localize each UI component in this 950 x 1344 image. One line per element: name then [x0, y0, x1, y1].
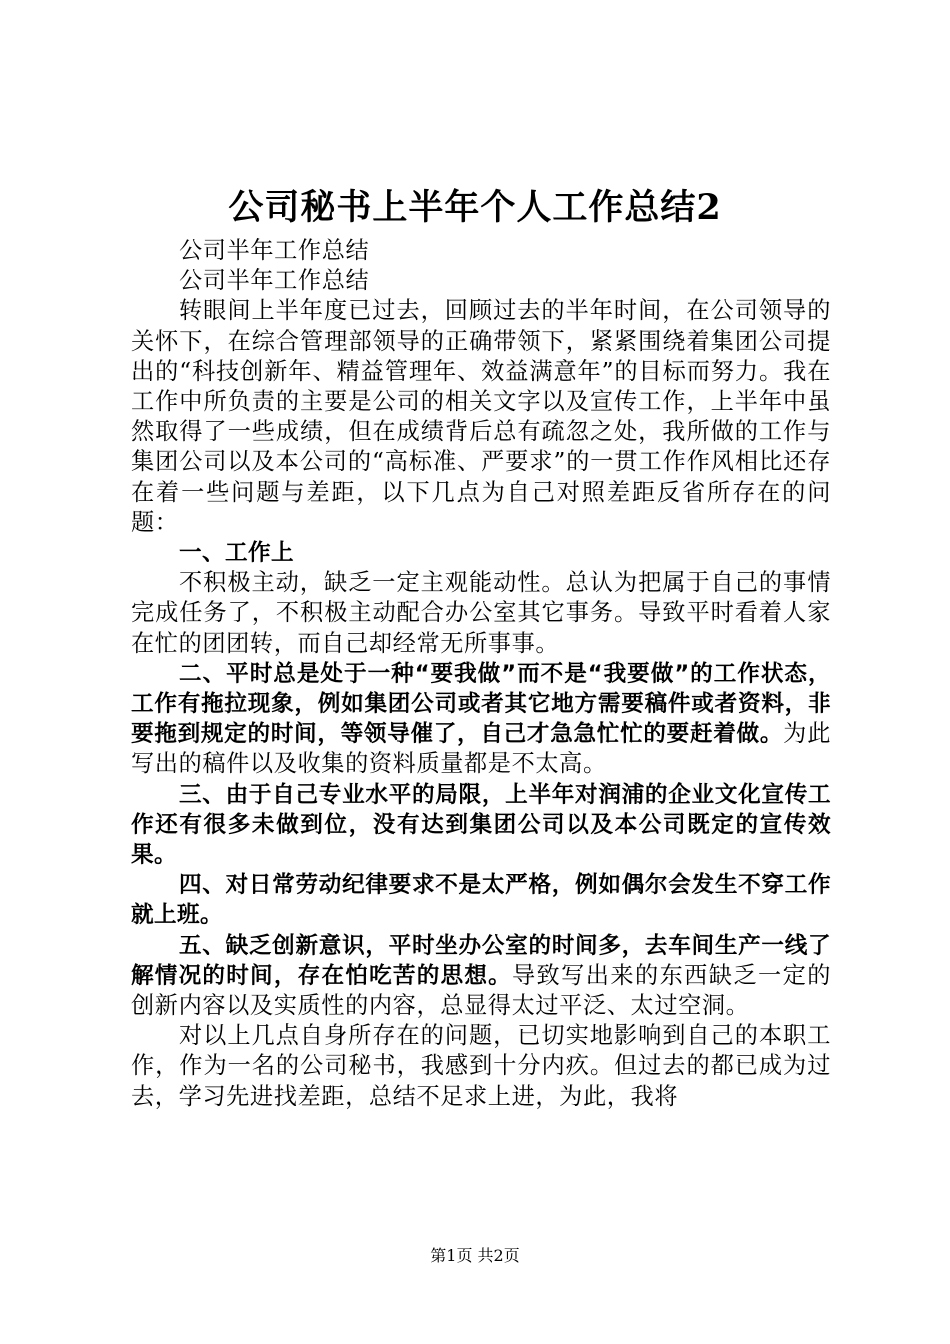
paragraph-4: 四、对日常劳动纪律要求不是太严格，例如偶尔会发生不穿工作就上班。 [131, 872, 831, 929]
paragraph-3: 三、由于自己专业水平的局限，上半年对润浦的企业文化宣传工作还有很多未做到位，没有达到集团公司以及本公司既定的宣传效果。 [131, 781, 831, 869]
section-heading: 一、工作上 [179, 540, 294, 567]
page-footer: 第1页 共2页 [430, 1246, 520, 1265]
subtitle-line: 公司半年工作总结 [179, 237, 370, 264]
subtitle-line: 公司半年工作总结 [179, 267, 370, 295]
document-body [131, 236, 831, 1112]
paragraph-6: 对以上几点自身所存在的问题，已切实地影响到自己的本职工作，作为一名的公司秘书，我感到十分内疚。但过去的都已成为过去，学习先进找差距，总结不足求上进，为此，我将 [131, 1022, 831, 1110]
paragraph-2 [131, 659, 831, 780]
paragraph-5-bold: 五、缺乏创新意识，平时坐办公室的时间多，去车间生产一线了解情况的时间，存在怕吃苦的思想。 [131, 932, 831, 989]
paragraph-5 [131, 931, 831, 1022]
paragraph-2-bold: 二、平时总是处于一种“要我做”而不是“我要做”的工作状态，工作有拖拉现象，例如集团公司或者其它地方需要稿件或者资料，非要拖到规定的时间，等领导催了，自己才急急忙忙的要赶着做。 [131, 660, 831, 748]
paragraph-5-rest: 导致写出来的东西缺乏一定的创新内容以及实质性的内容，总显得太过平泛、太过空洞。 [131, 961, 831, 1020]
paragraph-intro: 转眼间上半年度已过去，回顾过去的半年时间，在公司领导的关怀下，在综合管理部领导的正确带领下，紧紧围绕着集团公司提出的“科技创新年、精益管理年、效益满意年”的目标而努力。我在工作中所负责的主要是公司的相关文字以及宣传工作，上半年中虽然取得了一些成绩，但在成绩背后总有疏忽之处，我所做的工作与集团公司以及本公司的“高标准、严要求”的一贯工作作风相比还存在着一些问题与差距，以下几点为自己对照差距反省所存在的问题： [131, 297, 831, 536]
paragraph-2-rest: 为此写出的稿件以及收集的资料质量都是不太高。 [131, 720, 831, 778]
paragraph-1: 不积极主动，缺乏一定主观能动性。总认为把属于自己的事情完成任务了，不积极主动配合办公室其它事务。导致平时看着人家在忙的团团转，而自己却经常无所事事。 [131, 569, 831, 657]
document-title: 公司秘书上半年个人工作总结2 [228, 187, 722, 228]
